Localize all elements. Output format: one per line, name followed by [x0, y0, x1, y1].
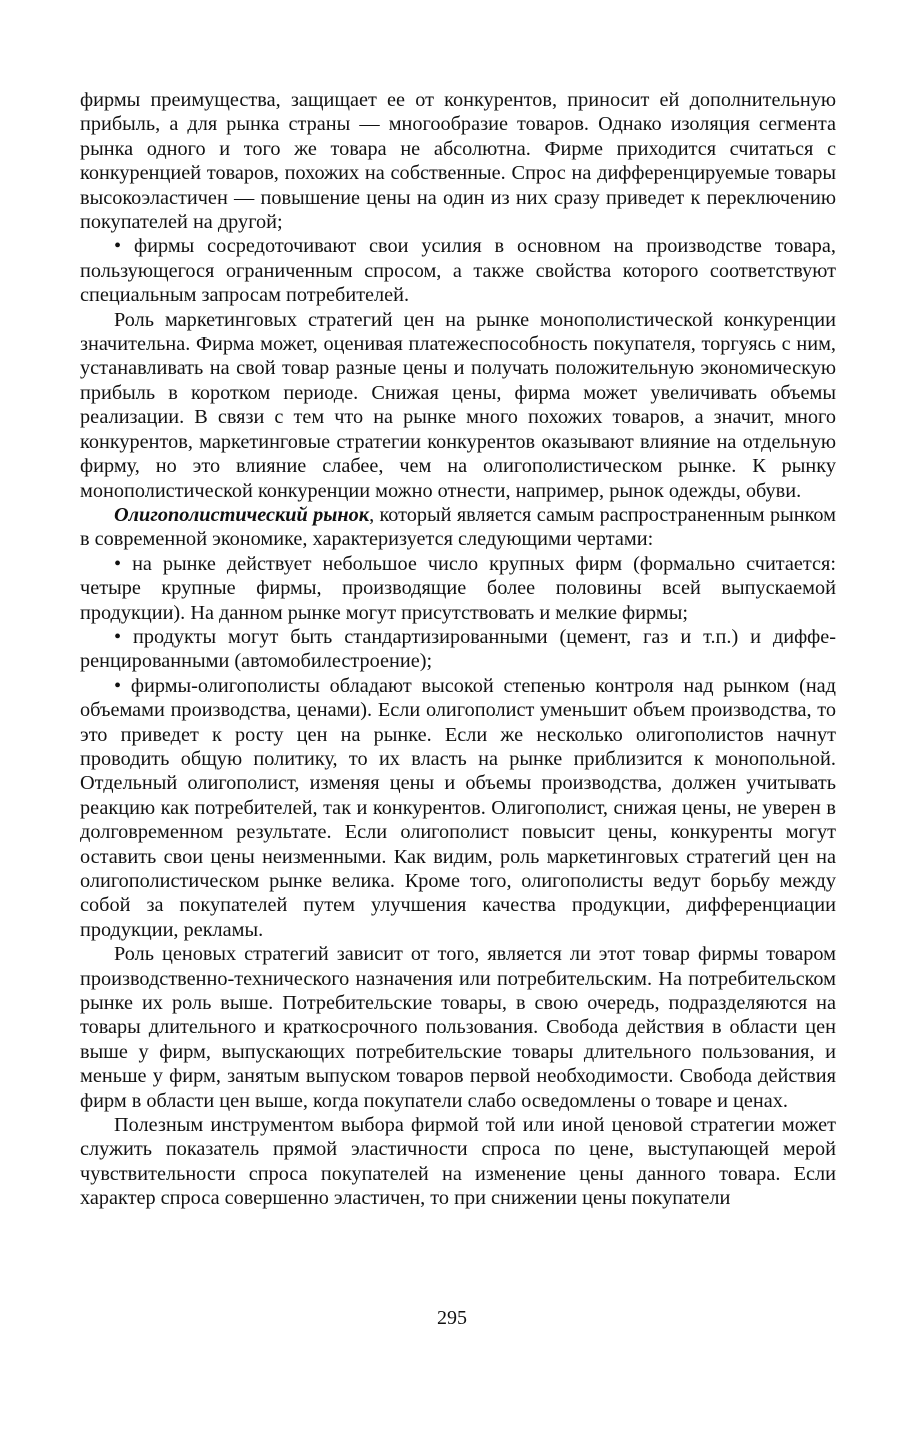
bullet-item: • фирмы-олигополисты обладают высокой степенью контроля над рынком (над объемами производства, ценами). Если олигополист уменьшит объем производства, то это приведет к росту цен на рынке. Если же несколько олигополистов начнут проводить общую политику, то их власть на рынке приблизится к монопольной. Отдельный олигополист, изменяя цены и объемы производства, должен учитывать реакцию как потребителей, так и конкурентов. Олигополист, снижая цены, не уверен в долговременном результате. Если олигополист повысит цены, конкуренты могут оставить свои цены неизменными. Как видим, роль маркетинговых стратегий цен на олигополистическом рынке велика. Кроме того, олигополисты ведут борьбу между собой за покупателей путем улучшения качества продукции, дифференциации продукции, рекламы. — [80, 674, 836, 942]
paragraph-oligopoly-intro — [80, 503, 836, 552]
bullet-item: • на рынке действует небольшое число крупных фирм (формально считается: четыре крупные фирмы, производящие более половины всей выпускаемой продукции). На данном рынке могут присутствовать и мелкие фирмы; — [80, 552, 836, 625]
paragraph: Роль ценовых стратегий зависит от того, является ли этот товар фирмы товаром производственно-технического назначения или потребительским. На потребительском рынке их роль выше. Потребительские товары, в свою очередь, подразделяются на товары длительного и краткосрочного пользования. Свобода действия в области цен выше у фирм, выпускающих потребительские товары длительного пользования, и меньше у фирм, занятым выпуском товаров первой необходимости. Свобода действия фирм в области цен выше, когда покупатели слабо осведомлены о товаре и ценах. — [80, 943, 836, 1112]
body-text — [80, 88, 836, 1211]
page-number: 295 — [437, 1307, 467, 1329]
bullet-item: • продукты могут быть стандартизированными (цемент, газ и т.п.) и дифференцированными (автомобилестроение); — [80, 625, 836, 674]
paragraph-oligopoly-intro-text: , который является самым распространенным рынком в современной экономике, характеризуется следующими чертами: — [80, 503, 836, 551]
bullet-item: • фирмы сосредоточивают свои усилия в основном на производстве товара, пользующегося ограниченным спросом, а также свойства которого соответствуют специальным запросам потребителей. — [80, 234, 836, 307]
paragraph-continuation: фирмы преимущества, защищает ее от конкурентов, приносит ей дополнительную прибыль, а для рынка страны — многообразие товаров. Однако изоляция сегмента рынка одного и того же товара не абсолютна. Фирме приходится считаться с конкуренцией товаров, похожих на собственные. Спрос на дифференцируемые товары высокоэластичен — повышение цены на один из них сразу приведет к переключению покупателей на другой; — [80, 89, 836, 234]
term-oligopoly-market: Олигополистический рынок — [114, 503, 370, 526]
paragraph: Роль маркетинговых стратегий цен на рынке монополистической конкуренции значительна. Фирма может, оценивая платежеспособность покупателя, торгуясь с ним, устанавливать на свой товар разные цены и получать положительную экономическую прибыль в коротком периоде. Снижая цены, фирма может увеличивать объемы реализации. В связи с тем что на рынке много похожих товаров, а значит, много конкурентов, маркетинговые стратегии конкурентов оказывают влияние на отдельную фирму, но это влияние слабее, чем на олигополистическом рынке. К рынку монополистической конкуренции можно отнести, например, рынок одежды, обуви. — [80, 308, 836, 502]
paragraph: Полезным инструментом выбора фирмой той или иной ценовой стратегии может служить показатель прямой эластичности спроса по цене, выступающей мерой чувствительности спроса покупателей на изменение цены данного товара. Если характер спроса совершенно эластичен, то при снижении цены покупатели — [80, 1114, 836, 1210]
